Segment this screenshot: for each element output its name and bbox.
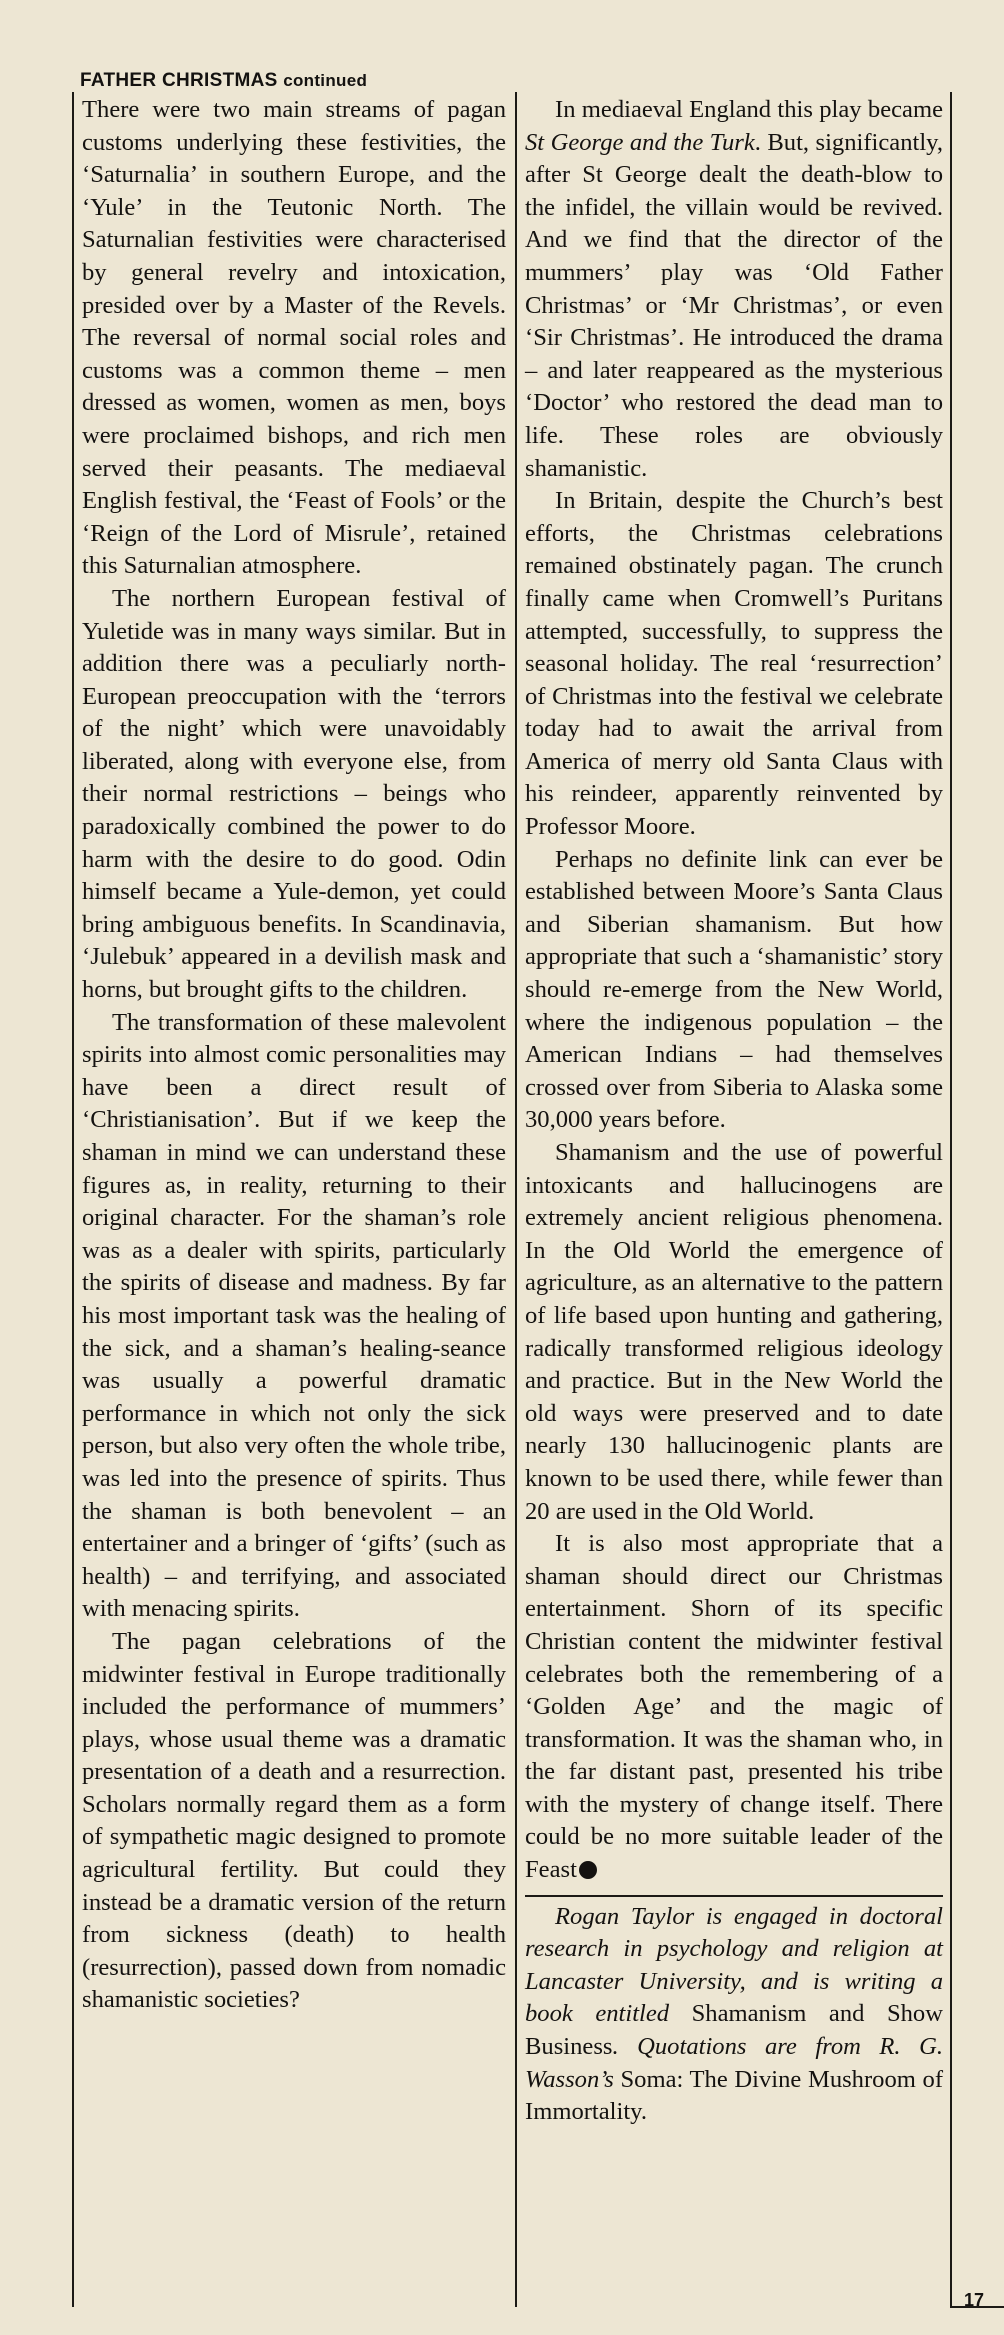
author-bio (525, 1901, 943, 2129)
bio-text: . (640, 2098, 648, 2126)
paragraph (525, 94, 943, 485)
page-number: 17 (964, 2290, 985, 2310)
bio-text: Rogan Taylor is engaged in doctoral research in psychology and religion at Lancaster University, and is writing a book entitled (525, 1902, 943, 2028)
paragraph: In Britain, despite the Church’s best efforts, the Christmas celebrations remained obstinately pagan. The crunch finally came when Cromwell’s Puritans attempted, successfully, to suppress the seasonal holiday. The real ‘resurrection’ of Christmas into the festival we celebrate today had to await the arrival from America of merry old Santa Claus with his reindeer, apparently reinvented by Professor Moore. (525, 487, 943, 841)
bio-text: . Quotations are from R. G. Wasson’s (525, 2033, 943, 2093)
bio-divider (525, 1895, 943, 1897)
left-column-rule (72, 92, 74, 2307)
paragraph (525, 1528, 943, 1887)
column-divider (515, 92, 517, 2307)
bio-source-title: Soma: The Divine Mushroom of Immortality (525, 2065, 944, 2126)
paragraph: The northern European festival of Yuletide was in many ways similar. But in addition there was a peculiarly north-European preoccupation with the ‘terrors of the night’ which were unavoidably liberated, along with everyone else, from their normal restrictions – beings who paradoxically combined the power to do harm with the desire to do good. Odin himself became a Yule-demon, yet could bring ambiguous benefits. In Scandinavia, ‘Julebuk’ appeared in a devilish mask and horns, but brought gifts to the children. (82, 584, 506, 1004)
right-column (525, 94, 943, 2129)
running-head (80, 70, 367, 92)
paragraph-text: In mediaeval England this play became (555, 96, 943, 123)
paragraph: The pagan celebrations of the midwinter festival in Europe traditionally included the performance of mummers’ plays, whose usual theme was a dramatic presentation of a death and a resurrection. Scholars normally regard them as a form of sympathetic magic designed to promote agricultural fertility. But could they instead be a dramatic version of the return from sickness (death) to health (resurrection), passed down from nomadic shamanistic societies? (82, 1627, 506, 2014)
paragraph: There were two main streams of pagan customs underlying these festivities, the ‘Saturnalia’ in southern Europe, and the ‘Yule’ in the Teutonic North. The Saturnalian festivities were characterised by general revelry and intoxication, presided over by a Master of the Revels. The reversal of normal social roles and customs was a common theme – men dressed as women, women as men, boys were proclaimed bishops, and rich men served their peasants. The mediaeval English festival, the ‘Feast of Fools’ or the ‘Reign of the Lord of Misrule’, retained this Saturnalian atmosphere. (82, 96, 506, 580)
continued-label: continued (283, 71, 368, 90)
left-column (82, 94, 506, 2017)
bio-book-title: Shamanism and Show Business (525, 2000, 943, 2061)
play-title: St George and the Turk (525, 128, 755, 156)
paragraph: The transformation of these malevolent spirits into almost comic personalities may have been a direct result of ‘Christianisation’. But if we keep the shaman in mind we can understand these figures as, in reality, returning to their original character. For the shaman’s role was as a dealer with spirits, particularly the spirits of disease and madness. By far his most important task was the healing of the sick, and a shaman’s healing-seance was usually a powerful dramatic performance in which not only the sick person, but also very often the whole tribe, was led into the presence of spirits. Thus the shaman is both benevolent – an entertainer and a bringer of ‘gifts’ (such as health) – and terrifying, and associated with menacing spirits. (82, 1008, 506, 1623)
paragraph: Perhaps no definite link can ever be established between Moore’s Santa Claus and Siberian shamanism. But how appropriate that such a ‘shamanistic’ story should re-emerge from the New World, where the indigenous population – the American Indians – had themselves crossed over from Siberia to Alaska some 30,000 years before. (525, 845, 943, 1134)
right-margin-rule (950, 92, 952, 2307)
paragraph-text: It is also most appropriate that a shaman should direct our Christmas entertainment. Shorn of its specific Christian content the midwinter festival celebrates both the remembering of a ‘Golden Age’ and the magic of transformation. It was the shaman who, in the far distant past, presented his tribe with the mystery of change itself. There could be no more suitable leader of the Feast (525, 1530, 943, 1884)
paragraph-text: . But, significantly, after St George dealt the death-blow to the infidel, the villain would be revived. And we find that the director of the mummers’ play was ‘Old Father Christmas’ or ‘Mr Christmas’, or even ‘Sir Christmas’. He introduced the drama – and later reappeared as the mysterious ‘Doctor’ who restored the dead man to life. These roles are obviously shamanistic. (525, 128, 944, 482)
end-mark-icon (579, 1861, 597, 1879)
section-title: FATHER CHRISTMAS (80, 70, 278, 91)
paragraph: Shamanism and the use of powerful intoxicants and hallucinogens are extremely ancient religious phenomena. In the Old World the emergence of agriculture, as an alternative to the pattern of life based upon hunting and gathering, radically transformed religious ideology and practice. But in the New World the old ways were preserved and to date nearly 130 hallucinogenic plants are known to be used there, while fewer than 20 are used in the Old World. (525, 1139, 943, 1525)
